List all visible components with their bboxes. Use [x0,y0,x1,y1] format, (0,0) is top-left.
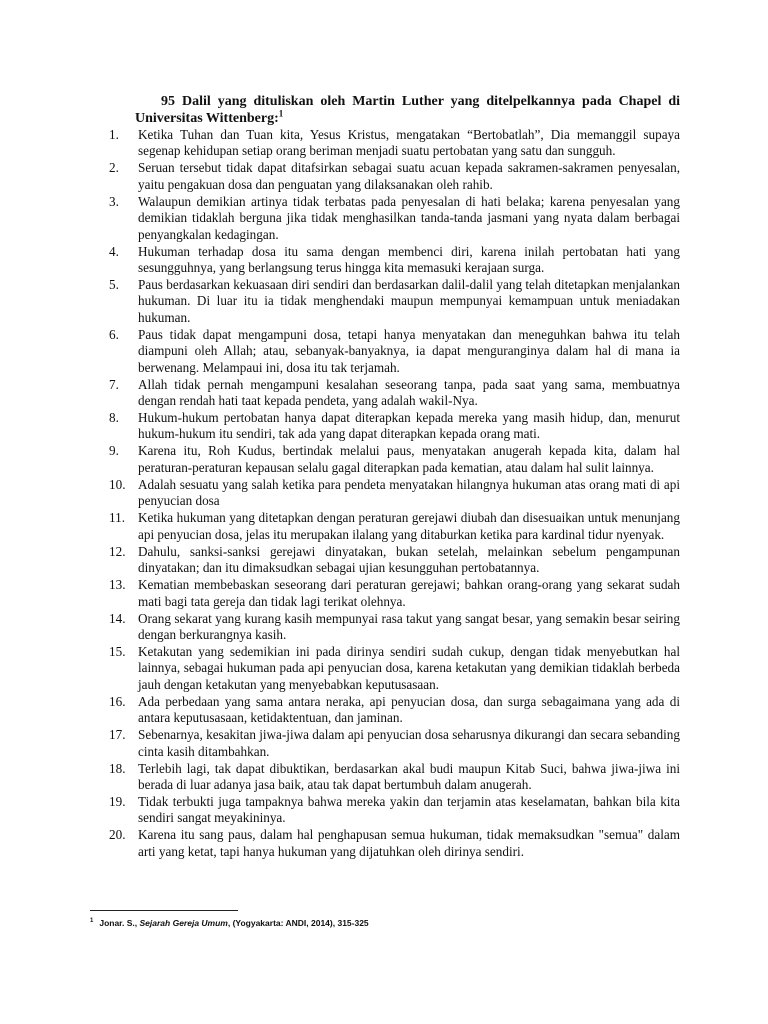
thesis-number: 11. [109,510,125,526]
thesis-number: 1. [109,127,119,142]
thesis-item [105,377,680,410]
thesis-text: Adalah sesuatu yang salah ketika para pendeta menyatakan hilangnya hukuman atas orang mati di api penyucian dosa [138,476,680,509]
thesis-item [105,244,680,277]
thesis-number: 18. [109,760,126,776]
thesis-text: Sebenarnya, kesakitan jiwa-jiwa dalam api penyucian dosa seharusnya dikurangi dan secara sebanding cinta kasih ditambahkan. [138,727,680,759]
thesis-number: 2. [109,160,119,176]
thesis-item [105,544,680,577]
thesis-number: 15. [109,643,126,659]
thesis-text: Terlebih lagi, tak dapat dibuktikan, berdasarkan akal budi maupun Kitab Suci, bahwa jiwa-jiwa ini berada di luar adanya jasa baik, atau tak dapat bertumbuh dalam anugerah. [138,760,680,792]
thesis-item [105,410,680,443]
thesis-text: Walaupun demikian artinya tidak terbatas pada penyesalan di hati belaka; karena penyesalan yang demikian tidaklah berguna jika tidak menghasilkan tanda-tanda jasmani yang nyata dalam berbagai penyangkalan kedagingan. [138,193,680,242]
thesis-item [105,827,680,860]
thesis-text: Tidak terbukti juga tampaknya bahwa mereka yakin dan terjamin atas keselamatan, bahkan bila kita sendiri sangat meyakininya. [138,793,680,826]
thesis-item [105,160,680,193]
thesis-item [105,127,680,160]
thesis-item [105,277,680,326]
thesis-number: 19. [109,793,126,809]
thesis-item [105,443,680,476]
thesis-text: Kematian membebaskan seseorang dari peraturan gerejawi; bahkan orang-orang yang sekarat sudah mati bagi tata gereja dan tidak lagi terikat olehnya. [138,577,680,609]
thesis-text: Paus tidak dapat mengampuni dosa, tetapi hanya menyatakan dan meneguhkan bahwa itu telah diampuni oleh Allah; atau, sebanyak-banyaknya, ia dapat menguranginya dalam hal di mana ia berwenang. Melampaui ini, dosa itu tak terjamah. [138,326,680,375]
thesis-text: Hukuman terhadap dosa itu sama dengan membenci diri, karena inilah pertobatan hati yang sesungguhnya, yang berlangsung terus hingga kita memasuki kerajaan surga. [138,243,680,276]
title-text: 95 Dalil yang dituliskan oleh Martin Luther yang ditelpelkannya pada Chapel di Universitas Wittenberg: [135,94,680,126]
thesis-text: Ada perbedaan yang sama antara neraka, api penyucian dosa, dan surga sebagaimana yang ada di antara keputusasaan, ketidaktentuan, dan jaminan. [138,693,680,726]
title-footnote-ref[interactable]: 1 [278,108,284,119]
thesis-item [105,761,680,794]
thesis-number: 5. [109,277,119,293]
thesis-number: 8. [109,410,119,426]
thesis-item [105,327,680,376]
thesis-list [105,127,680,861]
thesis-item [105,577,680,610]
thesis-number: 14. [109,610,126,626]
footnote-marker: 1 [90,918,94,924]
thesis-text: Allah tidak pernah mengampuni kesalahan seseorang tanpa, pada saat yang sama, membuatnya dengan rendah hati taat kepada pendeta, yang adalah wakil-Nya. [138,376,680,409]
thesis-item [105,794,680,827]
thesis-text: Seruan tersebut tidak dapat ditafsirkan sebagai suatu acuan kepada sakramen-sakramen penyesalan, yaitu pengakuan dosa dan penguatan yang dilaksanakan oleh rahib. [138,160,680,192]
thesis-text: Hukum-hukum pertobatan hanya dapat diterapkan kepada mereka yang masih hidup, dan, menurut hukum-hukum itu sendiri, tak ada yang dapat diterapkan kepada orang mati. [138,410,680,442]
thesis-text: Ketika hukuman yang ditetapkan dengan peraturan gerejawi diubah dan disesuaikan untuk menunjang api penyucian dosa, jelas itu merupakan ilalang yang ditaburkan ketika para kardinal tidur nyenyak. [138,510,680,542]
thesis-text: Orang sekarat yang kurang kasih mempunyai rasa takut yang sangat besar, yang semakin besar seiring dengan berkurangnya kasih. [138,610,680,642]
thesis-number: 7. [109,376,119,392]
thesis-number: 13. [109,577,126,593]
footnote-work-title: Sejarah Gereja Umum [139,917,228,928]
thesis-text: Paus berdasarkan kekuasaan diri sendiri dan berdasarkan dalil-dalil yang telah ditetapkan menjalankan hukuman. Di luar itu ia tidak menghendaki maupun mempunyai kemampuan untuk meniadakan hukuman. [138,277,680,325]
thesis-number: 17. [109,727,126,743]
thesis-item [105,727,680,760]
thesis-number: 6. [109,326,119,342]
thesis-item [105,644,680,693]
footnote-author: Jonar. S., [99,917,138,928]
footnote-publication: , (Yogyakarta: ANDI, 2014), 315-325 [227,917,369,928]
thesis-text: Dahulu, sanksi-sanksi gerejawi dinyatakan, bukan setelah, melainkan sebelum pengampunan dinyatakan; dan itu dimaksudkan sebagai ujian kesungguhan pertobatannya. [138,543,680,576]
thesis-item [105,510,680,543]
document-title [135,93,680,127]
thesis-item [105,694,680,727]
footnote-separator [90,910,238,911]
thesis-item [105,194,680,243]
thesis-number: 16. [109,693,126,709]
thesis-number: 9. [109,443,119,459]
thesis-item [105,611,680,644]
footnote [90,916,690,929]
thesis-text: Karena itu, Roh Kudus, bertindak melalui paus, menyatakan anugerah kepada kita, dalam hal peraturan-peraturan kepausan selalu gagal diterapkan pada kematian, atau dalam hal sulit lainnya. [138,443,680,475]
thesis-number: 10. [109,476,126,492]
thesis-text: Ketakutan yang sedemikian ini pada dirinya sendiri sudah cukup, dengan tidak menyebutkan hal lainnya, sebagai hukuman pada api penyucian dosa, karena ketakutan yang demikian tidaklah berbeda jauh dengan ketakutan yang menyebabkan keputusasaan. [138,643,680,692]
thesis-number: 12. [109,543,126,559]
thesis-number: 4. [109,243,119,259]
thesis-item [105,477,680,510]
thesis-text: Ketika Tuhan dan Tuan kita, Yesus Kristus, mengatakan “Bertobatlah”, Dia memanggil supaya segenap kehidupan setiap orang beriman menjadi suatu pertobatan yang satu dan sungguh. [138,127,680,159]
thesis-number: 3. [109,193,119,209]
thesis-text: Karena itu sang paus, dalam hal penghapusan semua hukuman, tidak memaksudkan "semua" dalam arti yang ketat, tapi hanya hukuman yang dijatuhkan oleh dirinya sendiri. [138,827,680,859]
thesis-number: 20. [109,827,126,843]
